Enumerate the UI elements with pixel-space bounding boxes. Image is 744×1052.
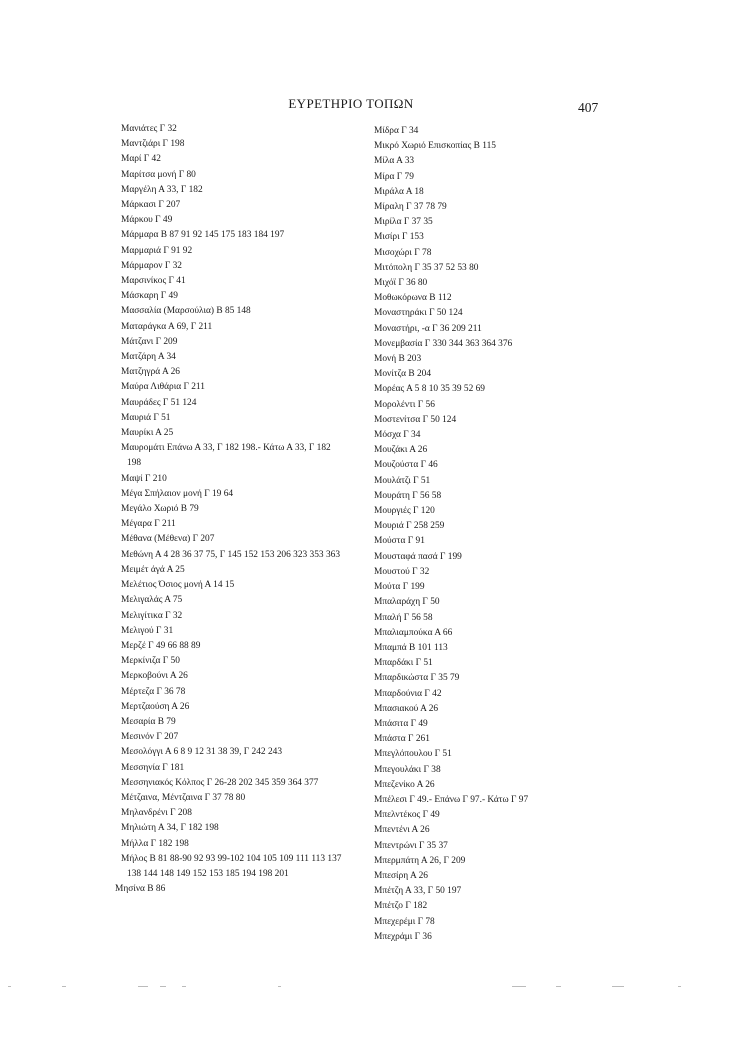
index-entry: Μήλος Β 81 88-90 92 93 99-102 104 105 109 111 113 137 138 144 148 149 152 153 185 194 198 201 [121, 853, 342, 879]
index-entry: Μελέτιος Όσιος μονή Α 14 15 [121, 580, 235, 591]
index-entry: Μεσινόν Γ 207 [121, 732, 179, 743]
index-entry: Μουσταφά πασά Γ 199 [374, 551, 462, 562]
index-entry: Μουράτη Γ 56 58 [374, 490, 442, 501]
index-entry: Μουζούστα Γ 46 [374, 460, 438, 471]
index-entry: Μπαμπά Β 101 113 [374, 642, 448, 653]
index-entry: Μίρα Γ 79 [374, 171, 414, 182]
page-number: 407 [578, 100, 599, 115]
index-entry: Μπεσίρη Α 26 [374, 870, 428, 881]
index-column-right [374, 124, 624, 945]
index-entry: Μπάσιτα Γ 49 [374, 718, 428, 729]
index-entry: Μιχόϊ Γ 36 80 [374, 278, 428, 289]
page-title: ΕΥΡΕΤΗΡΙΟ ΤΟΠΩΝ [288, 96, 414, 111]
index-entry: Ματζηγρά Α 26 [121, 367, 180, 378]
index-entry: Μέγα Σπήλαιον μονή Γ 19 64 [121, 488, 234, 499]
index-entry: Μαυρομάτι Επάνω Α 33, Γ 182 198.- Κάτω Α 33, Γ 182 198 [121, 443, 331, 469]
index-entry: Μαρμαριά Γ 91 92 [121, 245, 193, 256]
index-entry: Μπαρδάκι Γ 51 [374, 658, 433, 669]
index-entry: Μεσσηνιακός Κόλπος Γ 26-28 202 345 359 364 377 [121, 777, 319, 788]
index-entry: Μπάστα Γ 261 [374, 734, 430, 745]
index-entry: Μπεγουλάκι Γ 38 [374, 764, 441, 775]
index-entry: Μπεχερέμι Γ 78 [374, 916, 435, 927]
index-entry: Μίραλη Γ 37 78 79 [374, 202, 447, 213]
index-entry: Μάσκαρη Γ 49 [121, 291, 178, 302]
index-entry: Μεγάλο Χωριό Β 79 [121, 504, 199, 515]
index-entry: Μήλλα Γ 182 198 [121, 838, 189, 849]
index-entry: Μιρίλα Γ 37 35 [374, 217, 433, 228]
index-entry: Μαρίτσα μονή Γ 80 [121, 169, 196, 180]
index-entry: Μέτζαινα, Μέντζαινα Γ 37 78 80 [121, 792, 246, 803]
index-entry: Μελιγού Γ 31 [121, 625, 174, 636]
index-entry: Μάρκου Γ 49 [121, 215, 173, 226]
scan-specks [0, 986, 744, 994]
index-entry: Μιτόπολη Γ 35 37 52 53 80 [374, 262, 479, 273]
index-entry: Μεθώνη Α 4 28 36 37 75, Γ 145 152 153 206 323 353 363 [121, 549, 341, 560]
index-entry: Μπασιακού Α 26 [374, 703, 439, 714]
index-entry: Μέθανα (Μέθενα) Γ 207 [121, 534, 215, 545]
index-entry: Μεσαρία Β 79 [121, 716, 176, 727]
index-entry: Μπεντένι Α 26 [374, 825, 430, 836]
index-entry: Μπαλιαμπούκα Α 66 [374, 627, 453, 638]
index-entry: Μάτζανι Γ 209 [121, 336, 178, 347]
index-entry: Μπερμπάτη Α 26, Γ 209 [374, 855, 466, 866]
index-entry: Μειμέτ άγά Α 25 [121, 564, 185, 575]
index-entry: Μησίνα Β 86 [115, 884, 166, 895]
index-entry: Μορολέντι Γ 56 [374, 399, 435, 410]
index-entry: Μούτα Γ 199 [374, 582, 425, 593]
index-entry: Μπαρδούνια Γ 42 [374, 688, 442, 699]
index-entry: Μουριά Γ 258 259 [374, 521, 445, 532]
index-entry: Μηλανδρένι Γ 208 [121, 808, 192, 819]
index-entry: Μαυριά Γ 51 [121, 412, 171, 423]
index-entry: Μέρτεζα Γ 36 78 [121, 686, 186, 697]
index-entry: Μπελντέκος Γ 49 [374, 810, 440, 821]
index-entry: Μοστενίτσα Γ 50 124 [374, 414, 457, 425]
index-entry: Μούστα Γ 91 [374, 536, 425, 547]
index-column-left [115, 122, 343, 897]
index-entry: Μερκίνιζα Γ 50 [121, 656, 180, 667]
index-entry: Μπέλεσι Γ 49.- Επάνω Γ 97.- Κάτω Γ 97 [374, 794, 529, 805]
index-entry: Μισίρι Γ 153 [374, 232, 424, 243]
index-entry: Μερτζαούση Α 26 [121, 701, 190, 712]
index-entry: Ματζάρη Α 34 [121, 352, 176, 363]
index-entry: Μοναστηράκι Γ 50 124 [374, 308, 463, 319]
index-entry: Μελιγίτικα Γ 32 [121, 610, 183, 621]
index-entry: Μπέτζη Α 33, Γ 50 197 [374, 886, 462, 897]
index-entry: Μαυρίκι Α 25 [121, 428, 174, 439]
index-entry: Μικρό Χωριό Επισκοπίας Β 115 [374, 141, 496, 152]
index-entry: Μουζάκι Α 26 [374, 445, 428, 456]
index-entry: Μαρσινίκος Γ 41 [121, 276, 186, 287]
index-entry: Μπεγλόπουλου Γ 51 [374, 749, 452, 760]
index-entry: Μασσαλία (Μαρσούλια) Β 85 148 [121, 306, 251, 317]
index-entry: Μονή Β 203 [374, 354, 422, 365]
index-entry: Μόσχα Γ 34 [374, 430, 421, 441]
index-entry: Μαρί Γ 42 [121, 154, 161, 165]
index-entry: Μάρκασι Γ 207 [121, 200, 181, 211]
index-entry: Μπεχράμι Γ 36 [374, 931, 432, 942]
index-entry: Μιράλα Α 18 [374, 186, 424, 197]
index-entry: Μηλιώτη Α 34, Γ 182 198 [121, 823, 219, 834]
index-entry: Μπαρδικώστα Γ 35 79 [374, 673, 460, 684]
index-entry: Μάρμαρον Γ 32 [121, 260, 182, 271]
index-entry: Μπέτζο Γ 182 [374, 901, 428, 912]
index-entry: Μαψί Γ 210 [121, 473, 167, 484]
index-entry: Ματαράγκα Α 69, Γ 211 [121, 321, 213, 332]
index-entry: Μαργέλη Α 33, Γ 182 [121, 184, 203, 195]
index-entry: Μαντζιάρι Γ 198 [121, 139, 185, 150]
index-entry: Μπαλαράχη Γ 50 [374, 597, 440, 608]
index-entry: Μανιάτες Γ 32 [121, 124, 177, 134]
index-entry: Μπεζενίκο Α 26 [374, 779, 435, 790]
index-entry: Μαύρα Λιθάρια Γ 211 [121, 382, 205, 393]
index-entry: Μουλάτζι Γ 51 [374, 475, 431, 486]
index-entry: Μοναστήρι, -α Γ 36 209 211 [374, 323, 482, 334]
index-entry: Μέγαρα Γ 211 [121, 519, 176, 530]
index-entry: Μονεμβασία Γ 330 344 363 364 376 [374, 338, 513, 349]
index-entry: Μοθωκόρωνα Β 112 [374, 293, 452, 304]
index-entry: Μερζέ Γ 49 66 88 89 [121, 640, 201, 651]
index-entry: Μουργιές Γ 120 [374, 506, 435, 517]
index-entry: Μπαλή Γ 56 58 [374, 612, 433, 623]
index-entry: Μισοχώρι Γ 78 [374, 247, 432, 258]
index-entry: Μεσολόγγι Α 6 8 9 12 31 38 39, Γ 242 243 [121, 747, 283, 758]
index-entry: Μεσσηνία Γ 181 [121, 762, 185, 773]
index-entry: Μπεντρώνι Γ 35 37 [374, 840, 448, 851]
index-entry: Μονίτζα Β 204 [374, 369, 432, 380]
index-entry: Μορέας Α 5 8 10 35 39 52 69 [374, 384, 485, 395]
index-entry: Μερκοβούνι Α 26 [121, 671, 188, 682]
index-entry: Μουστού Γ 32 [374, 566, 430, 577]
index-entry: Μελιγαλάς Α 75 [121, 595, 183, 606]
index-entry: Μάρμαρα Β 87 91 92 145 175 183 184 197 [121, 230, 285, 241]
index-entry: Μίδρα Γ 34 [374, 126, 419, 136]
index-entry: Μίλα Α 33 [374, 156, 415, 167]
index-entry: Μαυράδες Γ 51 124 [121, 397, 197, 408]
